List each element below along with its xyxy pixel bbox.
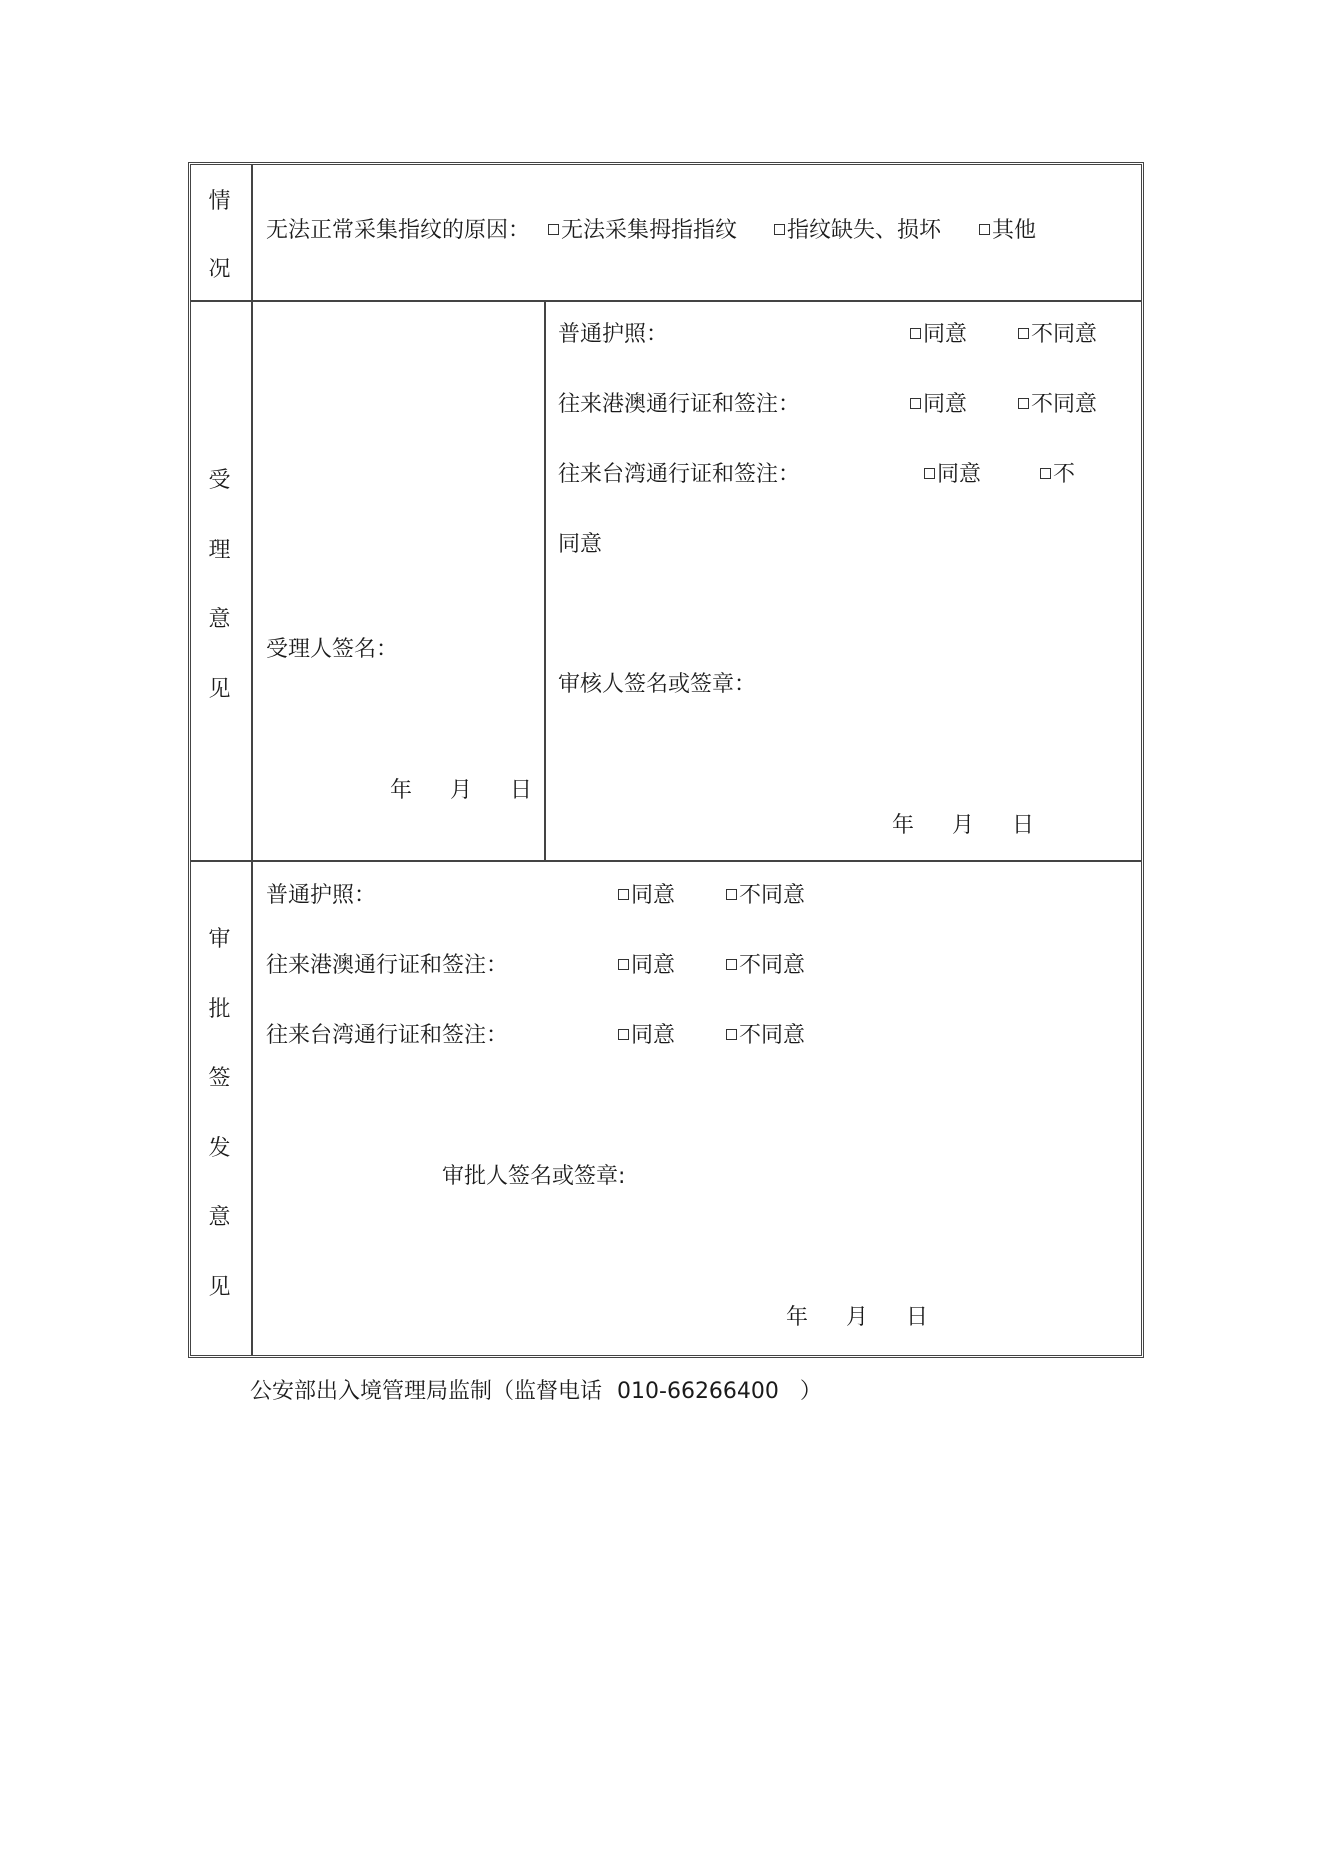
situation-label-char-2: 况 bbox=[208, 257, 231, 282]
checkbox[interactable] bbox=[726, 959, 737, 970]
footer-text: 公安部出入境管理局监制（监督电话 bbox=[250, 1379, 603, 1404]
acceptor-date-year: 年 bbox=[390, 778, 413, 803]
situation-label bbox=[188, 162, 251, 300]
option-label: 不同意 bbox=[1031, 392, 1098, 417]
approval-taiwan-disagree[interactable] bbox=[726, 1022, 805, 1050]
review-taiwan-agree[interactable] bbox=[924, 461, 981, 489]
footer-close-paren: ） bbox=[799, 1379, 822, 1404]
acceptance-label-char-3: 意 bbox=[208, 607, 231, 632]
review-hk-macao-disagree[interactable] bbox=[1018, 391, 1097, 419]
review-taiwan-disagree-wrap: 同意 bbox=[558, 532, 603, 557]
option-label: 同意 bbox=[631, 1023, 676, 1048]
approval-item-taiwan: 往来台湾通行证和签注： bbox=[266, 1023, 509, 1048]
approval-label-char-2: 批 bbox=[208, 997, 231, 1022]
approver-date-year: 年 bbox=[786, 1305, 809, 1330]
approver-date-month: 月 bbox=[846, 1305, 869, 1330]
label-column-divider bbox=[251, 165, 253, 1355]
review-item-taiwan: 往来台湾通行证和签注： bbox=[558, 462, 801, 487]
approval-label-char-4: 发 bbox=[208, 1136, 231, 1161]
checkbox[interactable] bbox=[1040, 468, 1051, 479]
footer-supervision-note bbox=[250, 1374, 822, 1405]
approval-label-char-6: 见 bbox=[208, 1275, 231, 1300]
checkbox[interactable] bbox=[726, 1029, 737, 1040]
checkbox[interactable] bbox=[910, 328, 921, 339]
approval-label-char-3: 签 bbox=[208, 1066, 231, 1091]
option-label: 同意 bbox=[631, 883, 676, 908]
review-passport-agree[interactable] bbox=[910, 321, 967, 349]
checkbox[interactable] bbox=[618, 1029, 629, 1040]
option-label: 不同意 bbox=[739, 1023, 806, 1048]
checkbox[interactable] bbox=[618, 889, 629, 900]
option-label: 不同意 bbox=[739, 883, 806, 908]
approval-label-char-1: 审 bbox=[208, 927, 231, 952]
option-label: 无法采集拇指指纹 bbox=[561, 218, 738, 243]
review-passport-disagree[interactable] bbox=[1018, 321, 1097, 349]
option-label: 同意 bbox=[631, 953, 676, 978]
reviewer-date-month: 月 bbox=[952, 813, 975, 838]
checkbox[interactable] bbox=[774, 224, 785, 235]
approver-date-day: 日 bbox=[906, 1305, 929, 1330]
approval-passport-disagree[interactable] bbox=[726, 882, 805, 910]
review-item-hk-macao: 往来港澳通行证和签注： bbox=[558, 392, 801, 417]
acceptor-signature-label: 受理人签名： bbox=[266, 637, 399, 662]
row-divider-1 bbox=[191, 300, 1141, 302]
approval-passport-agree[interactable] bbox=[618, 882, 675, 910]
acceptance-label bbox=[188, 300, 251, 860]
acceptance-column-divider bbox=[544, 300, 546, 861]
fingerprint-reason-label: 无法正常采集指纹的原因： bbox=[266, 218, 531, 243]
acceptor-date-day: 日 bbox=[510, 778, 533, 803]
approval-label bbox=[188, 860, 251, 1352]
option-other[interactable] bbox=[979, 217, 1036, 245]
acceptor-date-month: 月 bbox=[450, 778, 473, 803]
checkbox[interactable] bbox=[548, 224, 559, 235]
reviewer-signature-label: 审核人签名或签章： bbox=[558, 672, 757, 697]
approver-signature-label: 审批人签名或签章: bbox=[442, 1164, 626, 1189]
checkbox[interactable] bbox=[1018, 328, 1029, 339]
situation-label-char-1: 情 bbox=[208, 189, 231, 214]
checkbox[interactable] bbox=[618, 959, 629, 970]
footer-phone: 010-66266400 bbox=[617, 1379, 779, 1404]
option-cannot-collect-thumb[interactable] bbox=[548, 217, 737, 245]
option-label: 不同意 bbox=[739, 953, 806, 978]
approval-taiwan-agree[interactable] bbox=[618, 1022, 675, 1050]
option-label: 其他 bbox=[992, 218, 1037, 243]
option-label: 不 bbox=[1053, 462, 1076, 487]
option-label: 同意 bbox=[923, 392, 968, 417]
acceptance-label-char-1: 受 bbox=[208, 468, 231, 493]
option-label: 不同意 bbox=[1031, 322, 1098, 347]
reviewer-date-year: 年 bbox=[892, 813, 915, 838]
row-divider-2 bbox=[191, 860, 1141, 862]
option-label: 同意 bbox=[937, 462, 982, 487]
checkbox[interactable] bbox=[979, 224, 990, 235]
acceptance-label-char-4: 见 bbox=[208, 677, 231, 702]
option-label: 同意 bbox=[923, 322, 968, 347]
approval-hk-macao-agree[interactable] bbox=[618, 952, 675, 980]
option-label: 指纹缺失、损坏 bbox=[787, 218, 942, 243]
approval-label-char-5: 意 bbox=[208, 1205, 231, 1230]
acceptance-label-char-2: 理 bbox=[208, 538, 231, 563]
application-form-table bbox=[188, 162, 1144, 1356]
review-hk-macao-agree[interactable] bbox=[910, 391, 967, 419]
review-item-passport: 普通护照： bbox=[558, 322, 669, 347]
reviewer-date-day: 日 bbox=[1012, 813, 1035, 838]
approval-hk-macao-disagree[interactable] bbox=[726, 952, 805, 980]
checkbox[interactable] bbox=[1018, 398, 1029, 409]
checkbox[interactable] bbox=[924, 468, 935, 479]
review-taiwan-disagree[interactable] bbox=[1040, 461, 1075, 489]
checkbox[interactable] bbox=[726, 889, 737, 900]
option-fingerprint-missing[interactable] bbox=[774, 217, 941, 245]
approval-item-hk-macao: 往来港澳通行证和签注： bbox=[266, 953, 509, 978]
checkbox[interactable] bbox=[910, 398, 921, 409]
approval-item-passport: 普通护照： bbox=[266, 883, 377, 908]
